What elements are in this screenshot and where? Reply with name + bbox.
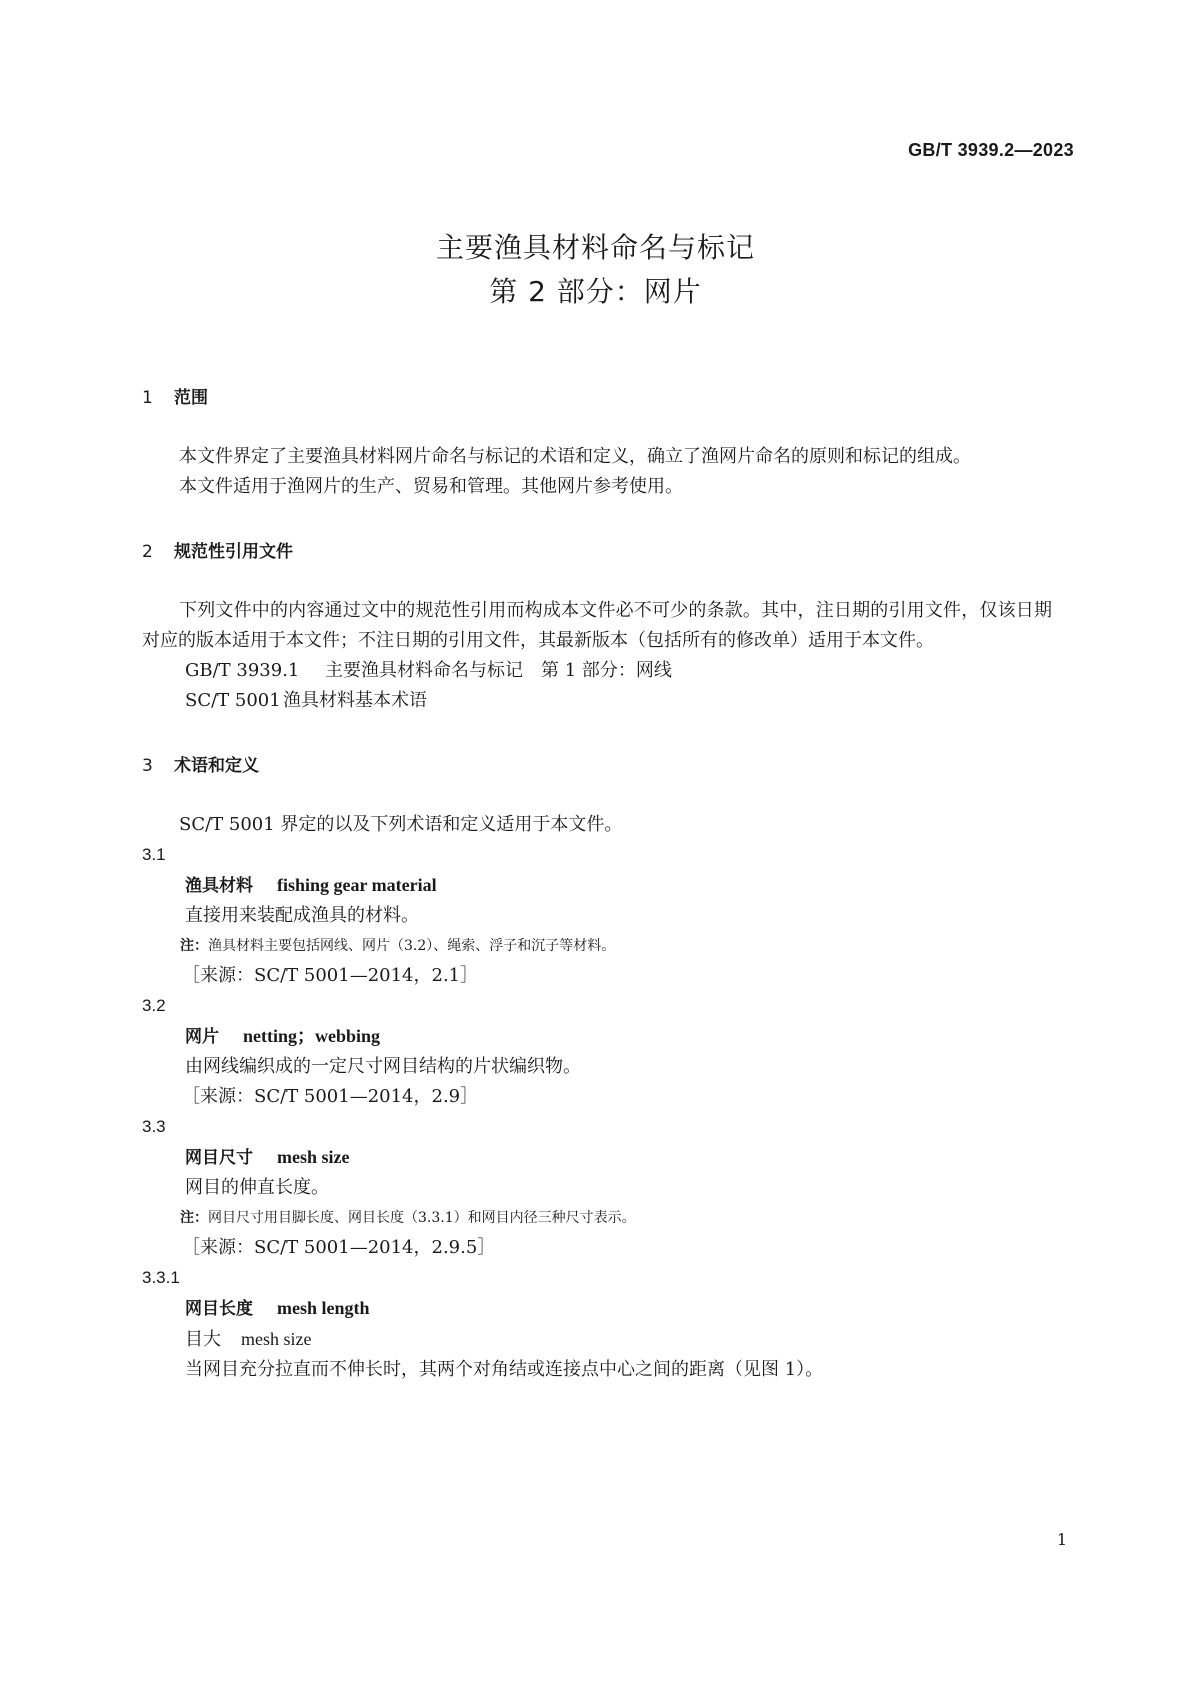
term-source: ［来源：SC/T 5001—2014，2.9.5］ — [182, 1237, 496, 1258]
term-source: ［来源：SC/T 5001—2014，2.9］ — [182, 1086, 479, 1107]
admitted-term-en: mesh size — [241, 1329, 312, 1349]
term-note — [142, 931, 1052, 961]
term-en: netting；webbing — [243, 1026, 381, 1046]
section-title: 规范性引用文件 — [174, 542, 293, 562]
term-zh: 网目尺寸 — [185, 1148, 253, 1168]
section-2-heading — [142, 540, 1052, 564]
clause-number: 3.1 — [142, 845, 166, 864]
document-title — [0, 226, 1191, 314]
term-entry — [142, 1142, 1052, 1173]
term-zh: 网目长度 — [185, 1299, 253, 1319]
paragraph: 本文件适用于渔网片的生产、贸易和管理。其他网片参考使用。 — [179, 476, 683, 497]
paragraph: SC/T 5001 界定的以及下列术语和定义适用于本文件。 — [179, 814, 623, 835]
clause-number: 3.3 — [142, 1117, 166, 1136]
section-title: 术语和定义 — [174, 756, 259, 776]
section-number: 3 — [142, 756, 153, 776]
section-3-heading — [142, 754, 1052, 778]
term-en: mesh length — [277, 1298, 370, 1318]
section-title: 范围 — [174, 388, 208, 408]
note-label: 注： — [180, 938, 208, 954]
admitted-term — [142, 1324, 1052, 1355]
term-source: ［来源：SC/T 5001—2014，2.1］ — [182, 965, 479, 986]
reference-code: SC/T 5001 — [185, 690, 281, 711]
paragraph: 本文件界定了主要渔具材料网片命名与标记的术语和定义，确立了渔网片命名的原则和标记的组成。 — [179, 446, 971, 467]
term-entry — [142, 1293, 1052, 1324]
term-en: fishing gear material — [277, 875, 437, 895]
standard-code: GB/T 3939.2—2023 — [908, 140, 1074, 160]
term-entry — [142, 1021, 1052, 1052]
clause-number: 3.3.1 — [142, 1268, 180, 1287]
term-definition: 网目的伸直长度。 — [185, 1177, 329, 1198]
title-line-2: 第 2 部分：网片 — [489, 275, 702, 308]
reference-title: 主要渔具材料命名与标记 第 1 部分：网线 — [325, 660, 672, 681]
reference-title: 渔具材料基本术语 — [283, 690, 427, 711]
page-number: 1 — [1056, 1530, 1067, 1549]
term-definition: 由网线编织成的一定尺寸网目结构的片状编织物。 — [185, 1056, 581, 1077]
paragraph: 下列文件中的内容通过文中的规范性引用而构成本文件必不可少的条款。其中，注日期的引用文件，仅该日期对应的版本适用于本文件；不注日期的引用文件，其最新版本（包括所有的修改单）适用于本文件。 — [142, 600, 1052, 651]
term-zh: 渔具材料 — [185, 876, 253, 896]
term-note — [142, 1203, 1052, 1233]
admitted-term-zh: 目大 — [185, 1329, 221, 1350]
title-line-1: 主要渔具材料命名与标记 — [435, 231, 755, 264]
clause-number: 3.2 — [142, 996, 166, 1015]
note-text: 网目尺寸用目脚长度、网目长度（3.3.1）和网目内径三种尺寸表示。 — [208, 1210, 636, 1226]
term-en: mesh size — [277, 1147, 350, 1167]
term-definition: 当网目充分拉直而不伸长时，其两个对角结或连接点中心之间的距离（见图 1）。 — [185, 1359, 824, 1380]
section-number: 2 — [142, 542, 153, 562]
document-body — [142, 386, 1052, 1385]
term-definition: 直接用来装配成渔具的材料。 — [185, 905, 419, 926]
term-entry — [142, 870, 1052, 901]
normative-reference — [142, 656, 1052, 686]
note-text: 渔具材料主要包括网线、网片（3.2）、绳索、浮子和沉子等材料。 — [208, 938, 616, 954]
section-number: 1 — [142, 388, 153, 408]
section-1-heading — [142, 386, 1052, 410]
normative-reference — [142, 686, 1052, 716]
note-label: 注： — [180, 1210, 208, 1226]
term-zh: 网片 — [185, 1027, 219, 1047]
reference-code: GB/T 3939.1 — [185, 660, 300, 681]
